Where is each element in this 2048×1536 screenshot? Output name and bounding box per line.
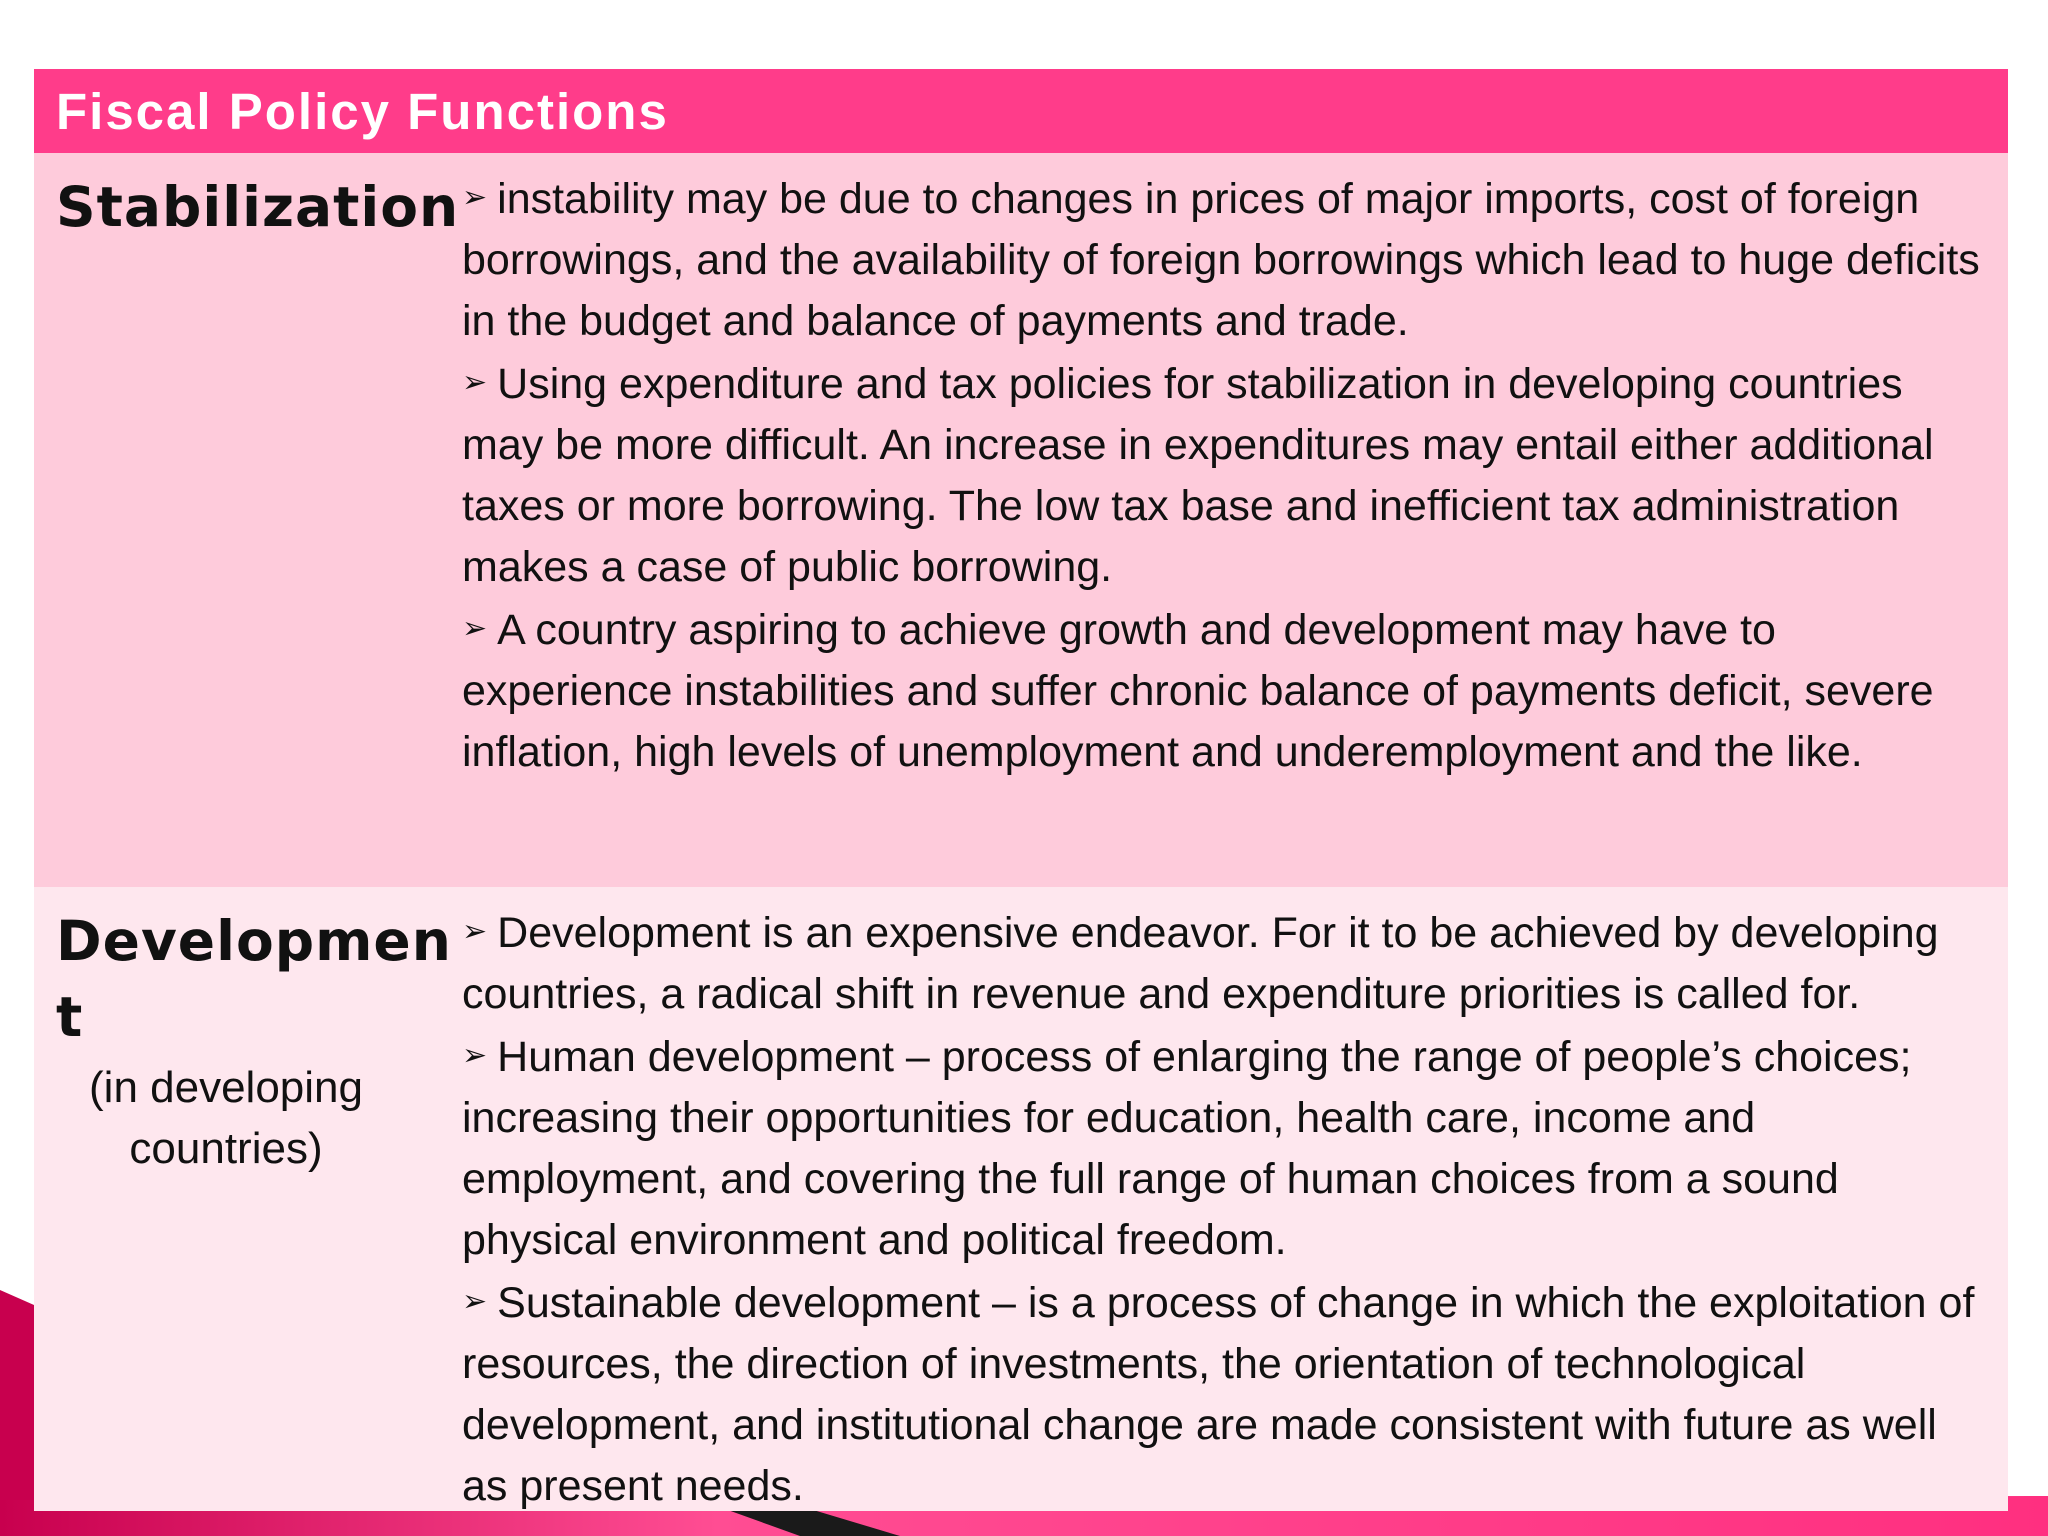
- bullet-item: ➢ Sustainable development – is a process of change in which the exploitation of resources, the direction of investments, the orientation of technological development, and institutional change are made consistent with future as well as present needs.: [462, 1279, 1975, 1510]
- bullet-item: ➢ instability may be due to changes in prices of major imports, cost of foreign borrowings, and the availability of foreign borrowings which lead to huge deficits in the budget and balance of payments and trade.: [462, 175, 1980, 345]
- table-row: [34, 153, 2008, 887]
- row-content-cell: [462, 887, 2008, 1511]
- row-label-development: Development: [56, 909, 452, 1049]
- table-title: Fiscal Policy Functions: [56, 82, 669, 140]
- bullet-item: ➢ Human development – process of enlarging the range of people’s choices; increasing their opportunities for education, health care, income and employment, and covering the full range of human choices from a sound physical environment and political freedom.: [462, 1033, 1912, 1264]
- arrow-bullet-icon: ➢: [462, 612, 488, 645]
- row-label-stabilization: Stabilization: [56, 175, 460, 239]
- arrow-bullet-icon: ➢: [462, 366, 488, 399]
- bullet-item: ➢ Development is an expensive endeavor. For it to be achieved by developing countries, a radical shift in revenue and expenditure priorities is called for.: [462, 909, 1939, 1018]
- arrow-bullet-icon: ➢: [462, 915, 488, 948]
- arrow-bullet-icon: ➢: [462, 181, 488, 214]
- row-content-cell: [462, 153, 2008, 887]
- row-sublabel: (in developing countries): [89, 1063, 363, 1173]
- functions-table: [34, 69, 2008, 1511]
- bullet-item: ➢ Using expenditure and tax policies for stabilization in developing countries may be more difficult. An increase in expenditures may entail either additional taxes or more borrowing. The low tax base and inefficient tax administration makes a case of public borrowing.: [462, 360, 1934, 591]
- bullet-item: ➢ A country aspiring to achieve growth and development may have to experience instabilities and suffer chronic balance of payments deficit, severe inflation, high levels of unemployment and underemployment and the like.: [462, 606, 1934, 776]
- row-label-cell: [34, 153, 462, 887]
- arrow-bullet-icon: ➢: [462, 1039, 488, 1072]
- table-header: [34, 69, 2008, 153]
- row-label-cell: [34, 887, 462, 1511]
- table-row: [34, 887, 2008, 1511]
- arrow-bullet-icon: ➢: [462, 1285, 488, 1318]
